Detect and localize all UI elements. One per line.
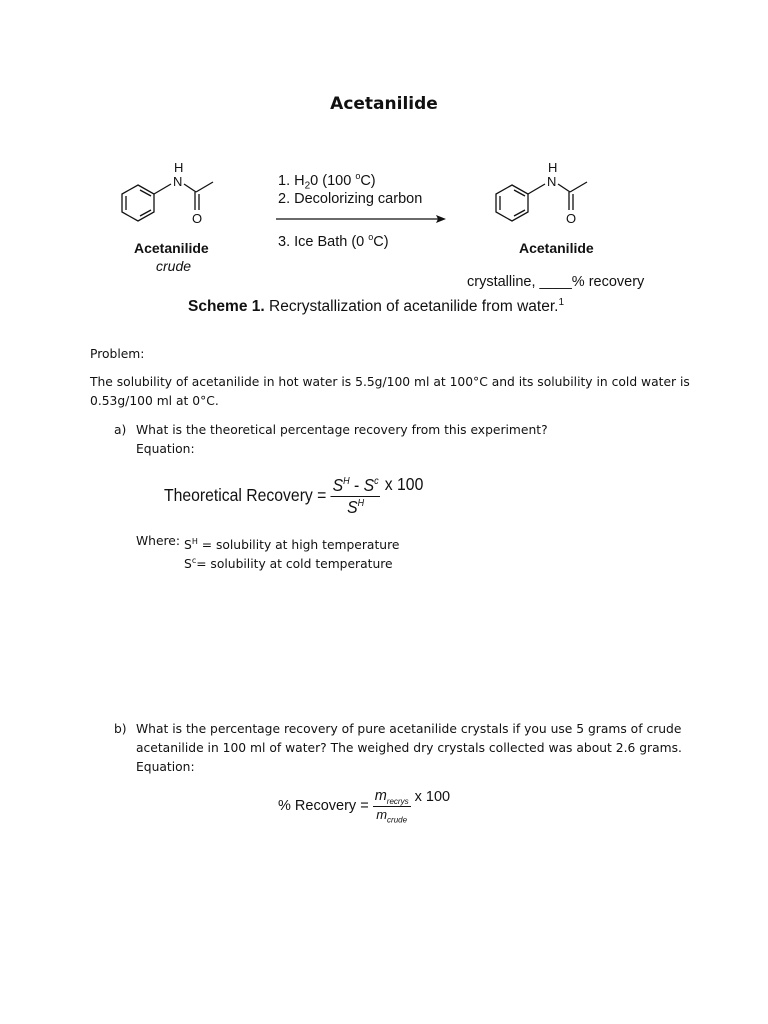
product-name: Acetanilide bbox=[519, 240, 594, 256]
part-b-question-line-2: acetanilide in 100 ml of water? The weighed dry crystals collected was about 2.6 grams. bbox=[136, 741, 682, 755]
reactant-structure bbox=[110, 155, 230, 235]
product-note: crystalline, ____% recovery bbox=[467, 274, 645, 290]
where-line-1: $S^H$ = solubility at high temperature bbox=[184, 537, 400, 553]
reactant-name: Acetanilide bbox=[134, 240, 209, 256]
reactant-atom-o: O bbox=[192, 211, 203, 226]
product-atom-o: O bbox=[566, 211, 577, 226]
condition-step-2: 2. Decolorizing carbon bbox=[278, 191, 423, 207]
condition-step-3: 3. Ice Bath (0 $^o$C) bbox=[278, 232, 389, 250]
page-title: Acetanilide bbox=[330, 94, 438, 114]
part-b-question-line-1: What is the percentage recovery of pure acetanilide crystals if you use 5 grams of crude bbox=[136, 722, 682, 736]
part-b-equation-label: Equation: bbox=[136, 760, 195, 774]
part-a-equation-label: Equation: bbox=[136, 442, 195, 456]
percent-recovery-equation: % Recovery = $\frac{m_{recrys}}{m_{crude}}$ x 100 bbox=[278, 788, 451, 825]
part-b-marker: b) bbox=[114, 722, 127, 736]
where-line-2: $S^c=$ solubility at cold temperature bbox=[184, 556, 393, 572]
product-atom-n: N bbox=[547, 174, 557, 189]
problem-statement-line-1: The solubility of acetanilide in hot water is 5.5g/100 ml at 100°C and its solubility in cold water is bbox=[90, 375, 690, 389]
scheme-caption: Scheme 1. Recrystallization of acetanilide from water.$^1$ bbox=[188, 297, 565, 316]
problem-statement-line-2: 0.53g/100 ml at 0°C. bbox=[90, 394, 219, 408]
reactant-atom-h: H bbox=[174, 160, 184, 175]
product-atom-h: H bbox=[548, 160, 558, 175]
problem-heading: Problem: bbox=[90, 347, 145, 361]
reactant-atom-n: N bbox=[173, 174, 183, 189]
where-label: Where: bbox=[136, 534, 181, 548]
reactant-qualifier: crude bbox=[156, 258, 192, 274]
product-structure bbox=[484, 155, 604, 235]
part-a-marker: a) bbox=[114, 423, 127, 437]
reaction-arrow bbox=[276, 213, 448, 225]
condition-step-1: 1. $H_20$ (100 $^o$C) bbox=[278, 171, 376, 192]
part-a-question: What is the theoretical percentage recovery from this experiment? bbox=[136, 423, 548, 437]
theoretical-recovery-equation: Theoretical Recovery = $\frac{S^H - S^c}{S^H}$ x 100 bbox=[164, 474, 424, 517]
